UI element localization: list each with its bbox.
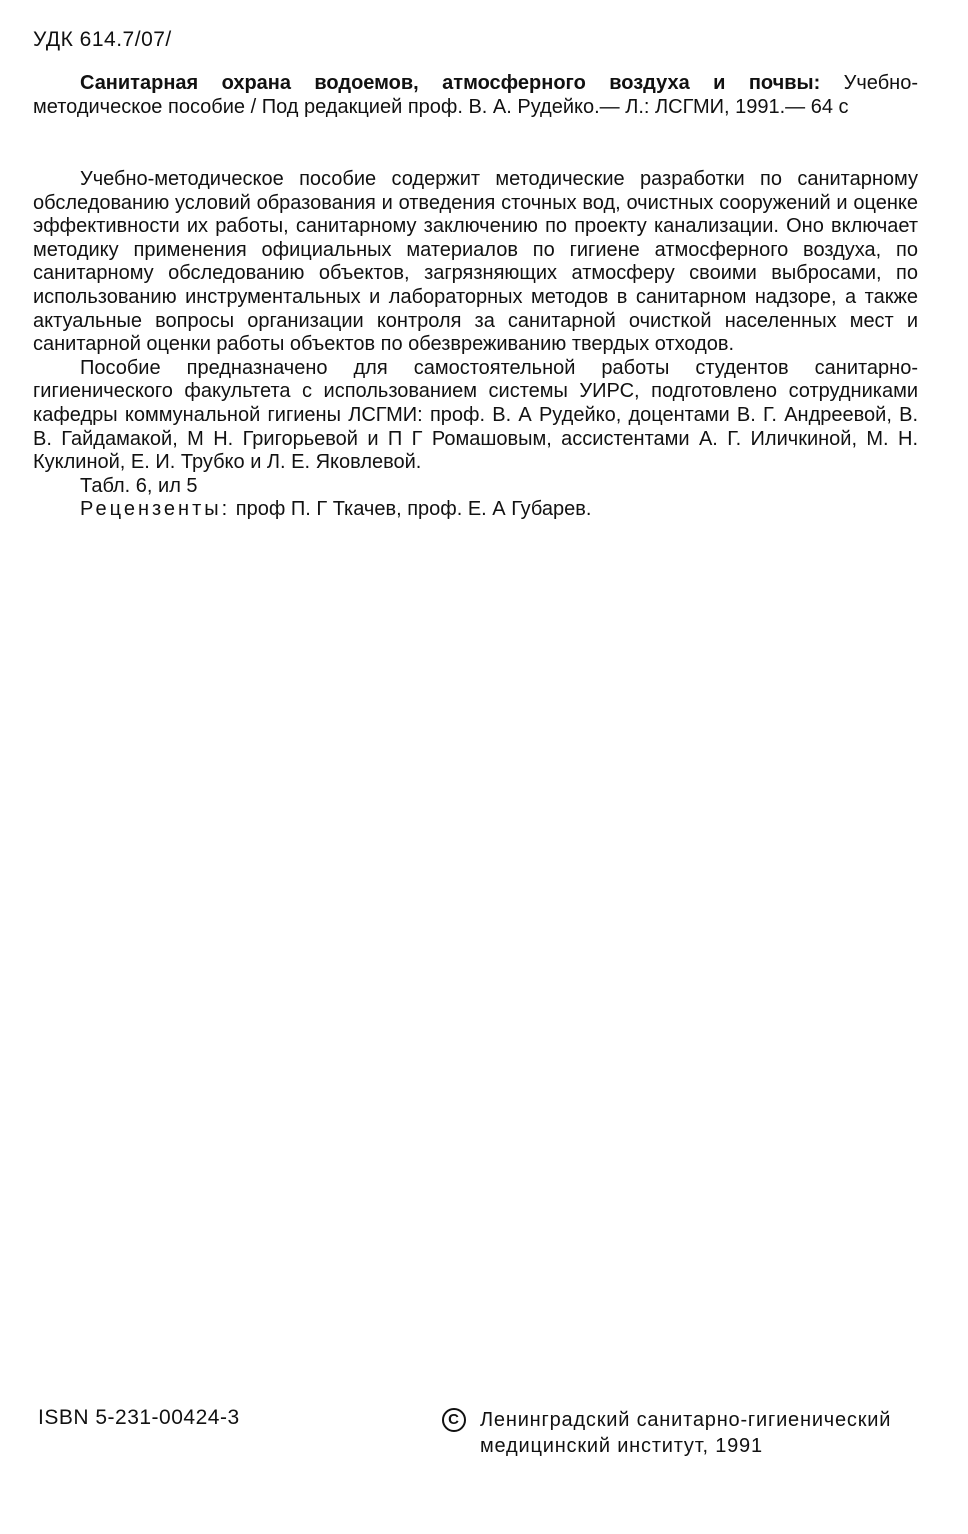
isbn: ISBN 5-231-00424-3 xyxy=(38,1406,240,1429)
copyright-holder-line-1: Ленинградский санитарно-гигиенический xyxy=(480,1409,892,1431)
reviewers-names: проф П. Г Ткачев, проф. Е. А Губарев. xyxy=(230,498,592,521)
abstract-paragraph-2: Пособие предназначено для самостоятельной работы студентов санитарно-гигиенического факультета с использованием системы УИРС, подготовлено сотрудниками кафедры коммунальной гигиены ЛСГМИ: проф. В. А Рудейко, доцентами В. Г. Андреевой, В. В. Гайдамакой, М Н. Григорьевой и П Г Ромашовым, ассистентами А. Г. Иличкиной, М. Н. Куклиной, Е. И. Трубко и Л. Е. Яковлевой. xyxy=(33,356,918,474)
copyright-holder-line-2: медицинский институт, 1991 xyxy=(480,1435,763,1457)
abstract xyxy=(33,168,918,522)
tables-illustrations-count: Табл. 6, ил 5 xyxy=(80,474,198,497)
bibliographic-details: Учебно-методическое пособие / Под редакцией проф. В. А. Рудейко.— Л.: ЛСГМИ, 1991.— 64 с xyxy=(33,72,918,118)
copyright-icon: C xyxy=(442,1408,466,1432)
reviewers-line xyxy=(33,498,918,522)
udk-code: УДК 614.7/07/ xyxy=(33,28,172,51)
abstract-paragraph-1: Учебно-методическое пособие содержит методические разработки по санитарному обследованию условий образования и отведения сточных вод, очистных сооружений и оценке эффективности их работы, санитарному заключению по проекту канализации. Оно включает методику применения официальных материалов по гигиене атмосферного воздуха, по санитарному обследованию объектов, загрязняющих атмосферу своими выбросами, по использованию инструментальных и лабораторных методов в санитарном надзоре, а также актуальные вопросы организации контроля за санитарной очисткой населенных мест и санитарной оценки работы объектов по обезвреживанию твердых отходов. xyxy=(33,168,918,356)
reviewers-label: Рецензенты: xyxy=(80,498,231,521)
bibliographic-entry xyxy=(33,72,918,119)
book-title: Санитарная охрана водоемов, атмосферного воздуха и почвы: xyxy=(80,72,821,94)
bibliographic-record xyxy=(33,72,918,119)
